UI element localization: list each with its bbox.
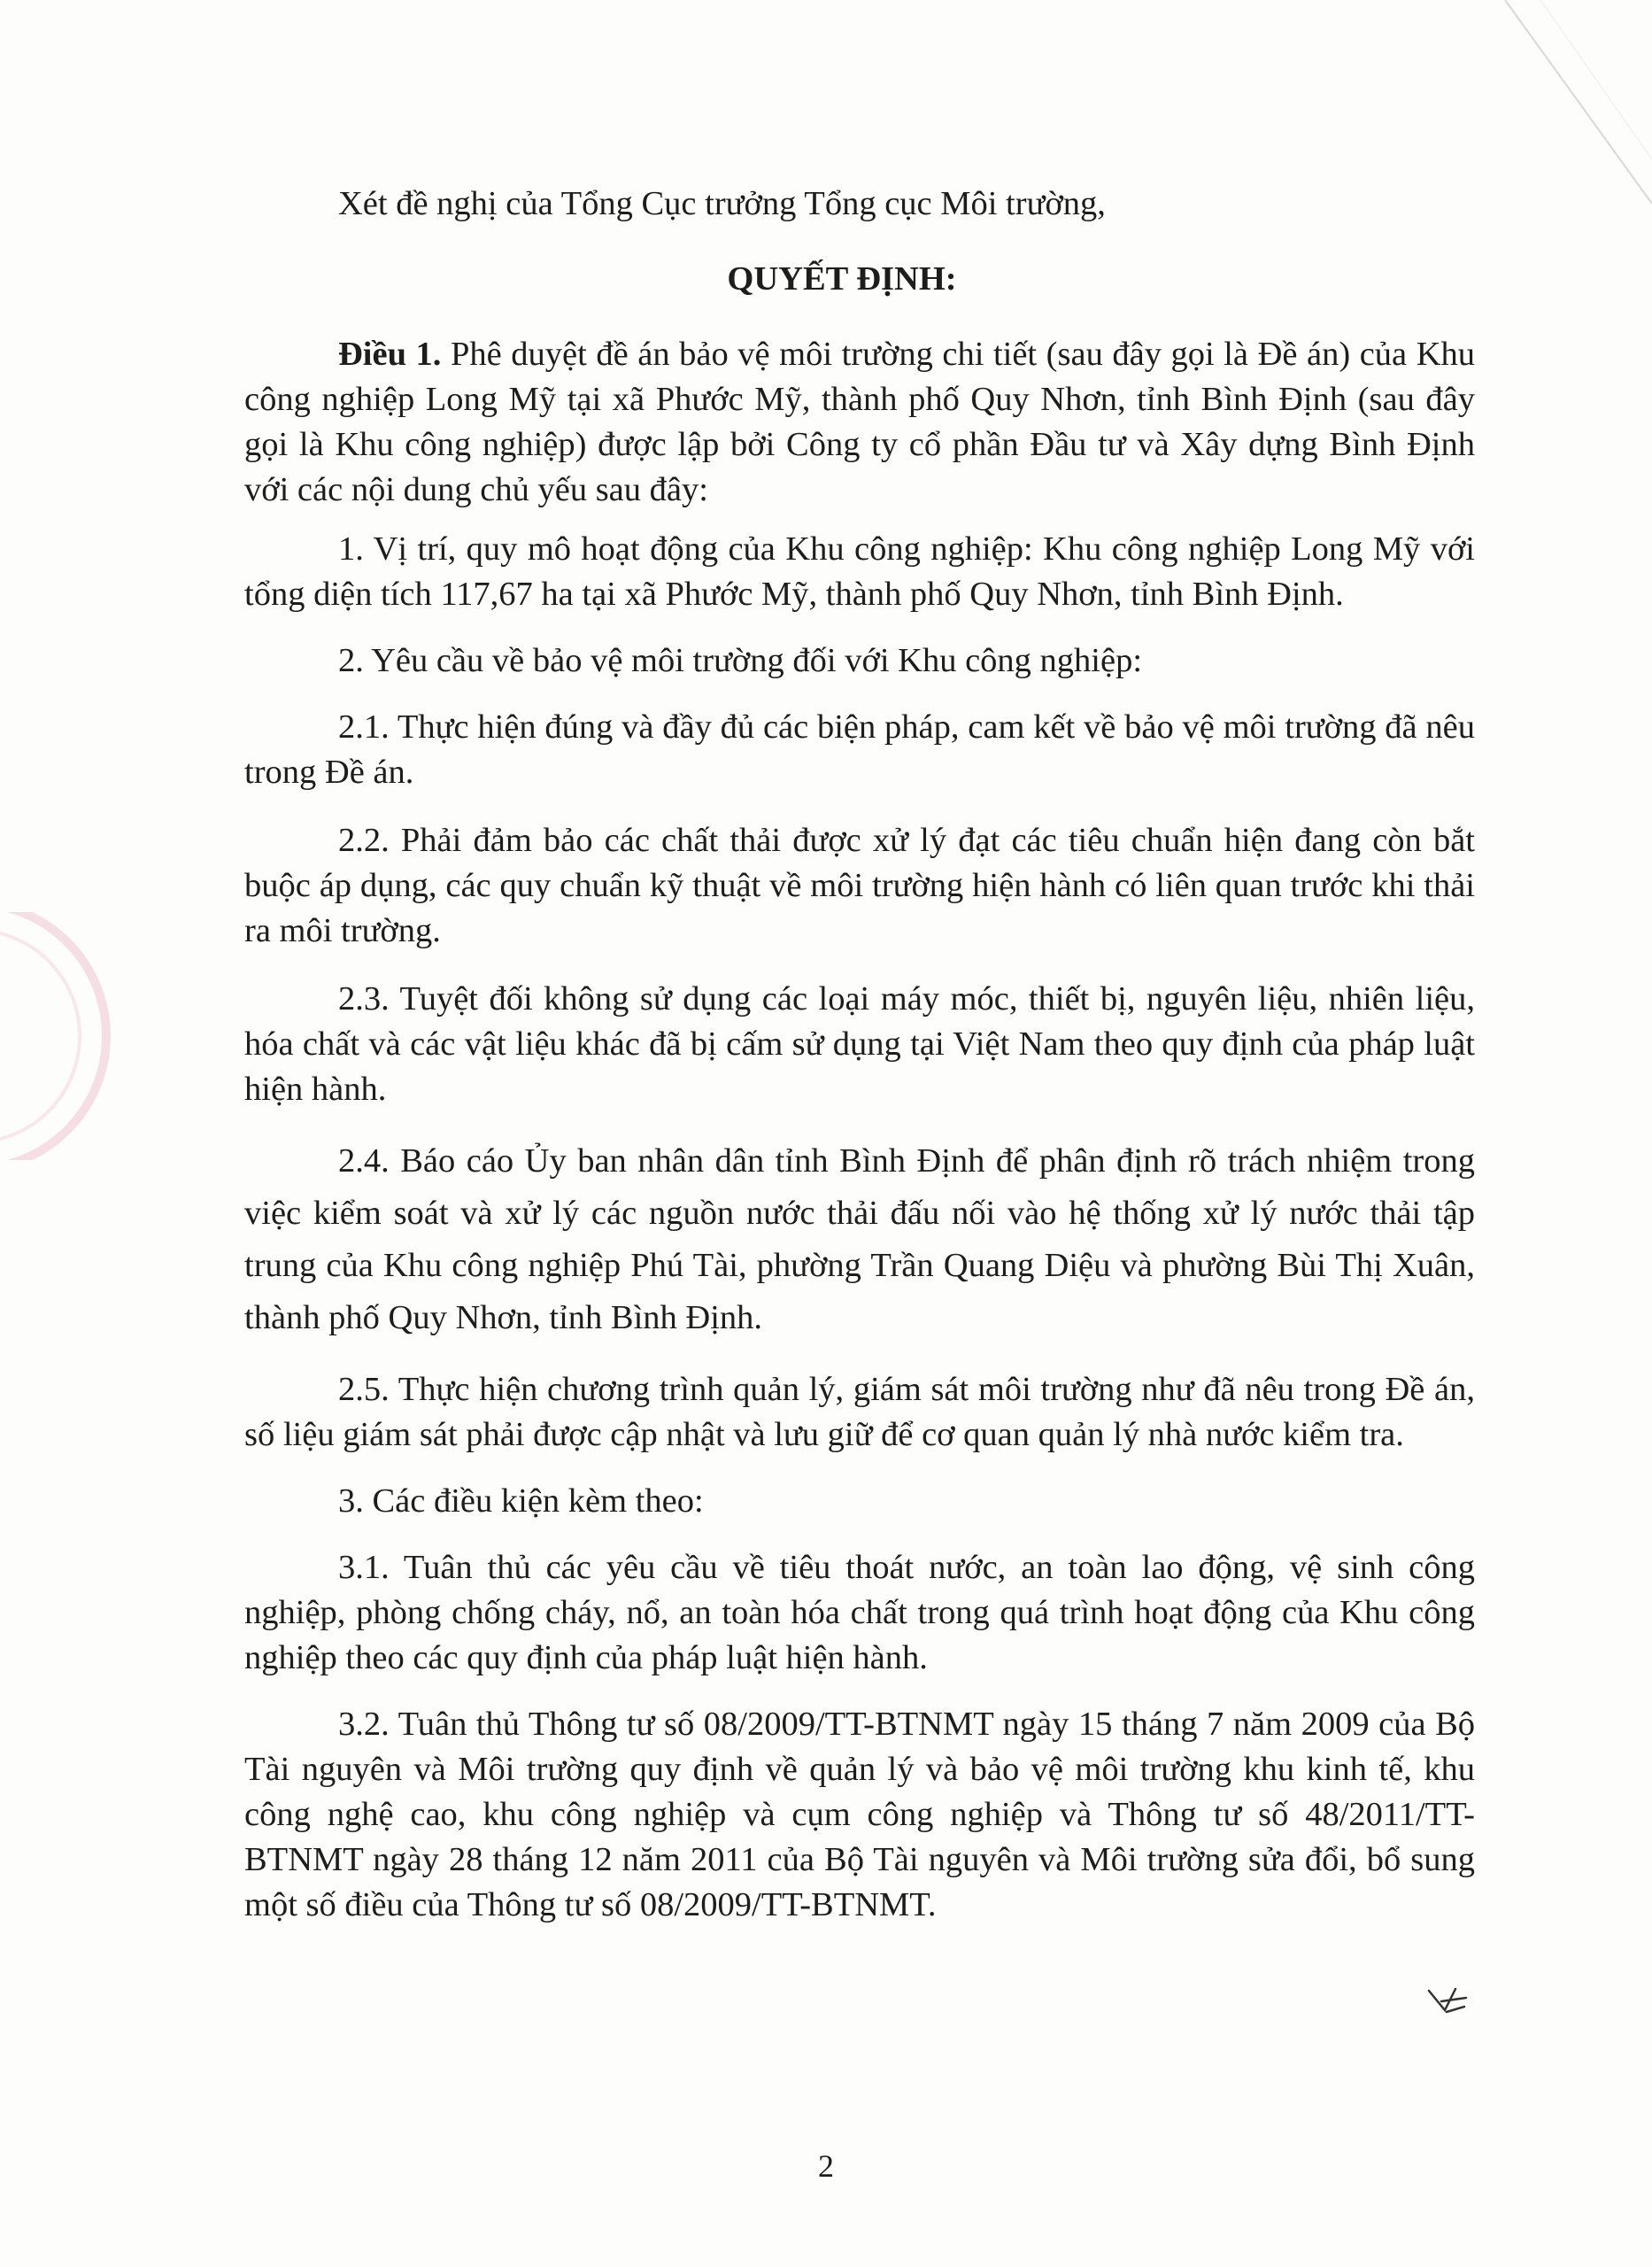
item-3-2: 3.2. Tuân thủ Thông tư số 08/2009/TT-BTNMT ngày 15 tháng 7 năm 2009 của Bộ Tài nguyên và Môi trường quy định về quản lý và bảo vệ môi trường khu kinh tế, khu công nghệ cao, khu công nghiệp và cụm công nghiệp và Thông tư số 48/2011/TT-BTNMT ngày 28 tháng 12 năm 2011 của Bộ Tài nguyên và Môi trường sửa đổi, bổ sung một số điều của Thông tư số 08/2009/TT-BTNMT. bbox=[244, 1706, 1475, 1923]
handwritten-initials bbox=[1425, 1984, 1470, 2019]
item-2-3: 2.3. Tuyệt đối không sử dụng các loại máy móc, thiết bị, nguyên liệu, nhiên liệu, hóa chất và các vật liệu khác đã bị cấm sử dụng tại Việt Nam theo quy định của pháp luật hiện hành. bbox=[244, 980, 1475, 1108]
item-3-1: 3.1. Tuân thủ các yêu cầu về tiêu thoát nước, an toàn lao động, vệ sinh công nghiệp, phòng chống cháy, nổ, an toàn hóa chất trong quá trình hoạt động của Khu công nghiệp theo các quy định của pháp luật hiện hành. bbox=[244, 1549, 1475, 1676]
red-stamp-edge bbox=[0, 912, 142, 1160]
item-2-2: 2.2. Phải đảm bảo các chất thải được xử lý đạt các tiêu chuẩn hiện đang còn bắt buộc áp dụng, các quy chuẩn kỹ thuật về môi trường hiện hành có liên quan trước khi thải ra môi trường. bbox=[244, 822, 1475, 949]
page-number: 2 bbox=[818, 2148, 834, 2184]
document-body bbox=[244, 182, 1475, 1928]
article-1-label: Điều 1. bbox=[338, 336, 442, 373]
item-2-1: 2.1. Thực hiện đúng và đầy đủ các biện pháp, cam kết về bảo vệ môi trường đã nêu trong Đề án. bbox=[244, 708, 1475, 791]
item-1: 1. Vị trí, quy mô hoạt động của Khu công nghiệp: Khu công nghiệp Long Mỹ với tổng diện tích 117,67 ha tại xã Phước Mỹ, thành phố Quy Nhơn, tỉnh Bình Định. bbox=[244, 530, 1475, 613]
intro-line: Xét đề nghị của Tổng Cục trưởng Tổng cục Môi trường, bbox=[338, 185, 1106, 222]
item-3: 3. Các điều kiện kèm theo: bbox=[338, 1482, 704, 1520]
item-2-4: 2.4. Báo cáo Ủy ban nhân dân tỉnh Bình Định để phân định rõ trách nhiệm trong việc kiểm soát và xử lý các nguồn nước thải đấu nối vào hệ thống xử lý nước thải tập trung của Khu công nghiệp Phú Tài, phường Trần Quang Diệu và phường Bùi Thị Xuân, thành phố Quy Nhơn, tỉnh Bình Định. bbox=[244, 1142, 1475, 1336]
article-1 bbox=[244, 332, 1475, 513]
decision-heading: QUYẾT ĐỊNH: bbox=[727, 260, 957, 298]
article-1-text: Phê duyệt đề án bảo vệ môi trường chi tiết (sau đây gọi là Đề án) của Khu công nghiệp Long Mỹ tại xã Phước Mỹ, thành phố Quy Nhơn, tỉnh Bình Định (sau đây gọi là Khu công nghiệp) được lập bởi Công ty cổ phần Đầu tư và Xây dựng Bình Định với các nội dung chủ yếu sau đây: bbox=[244, 336, 1475, 508]
page-corner-fold bbox=[1487, 0, 1652, 204]
item-2: 2. Yêu cầu về bảo vệ môi trường đối với Khu công nghiệp: bbox=[338, 642, 1143, 679]
item-2-5: 2.5. Thực hiện chương trình quản lý, giám sát môi trường như đã nêu trong Đề án, số liệu giám sát phải được cập nhật và lưu giữ để cơ quan quản lý nhà nước kiểm tra. bbox=[244, 1371, 1475, 1453]
